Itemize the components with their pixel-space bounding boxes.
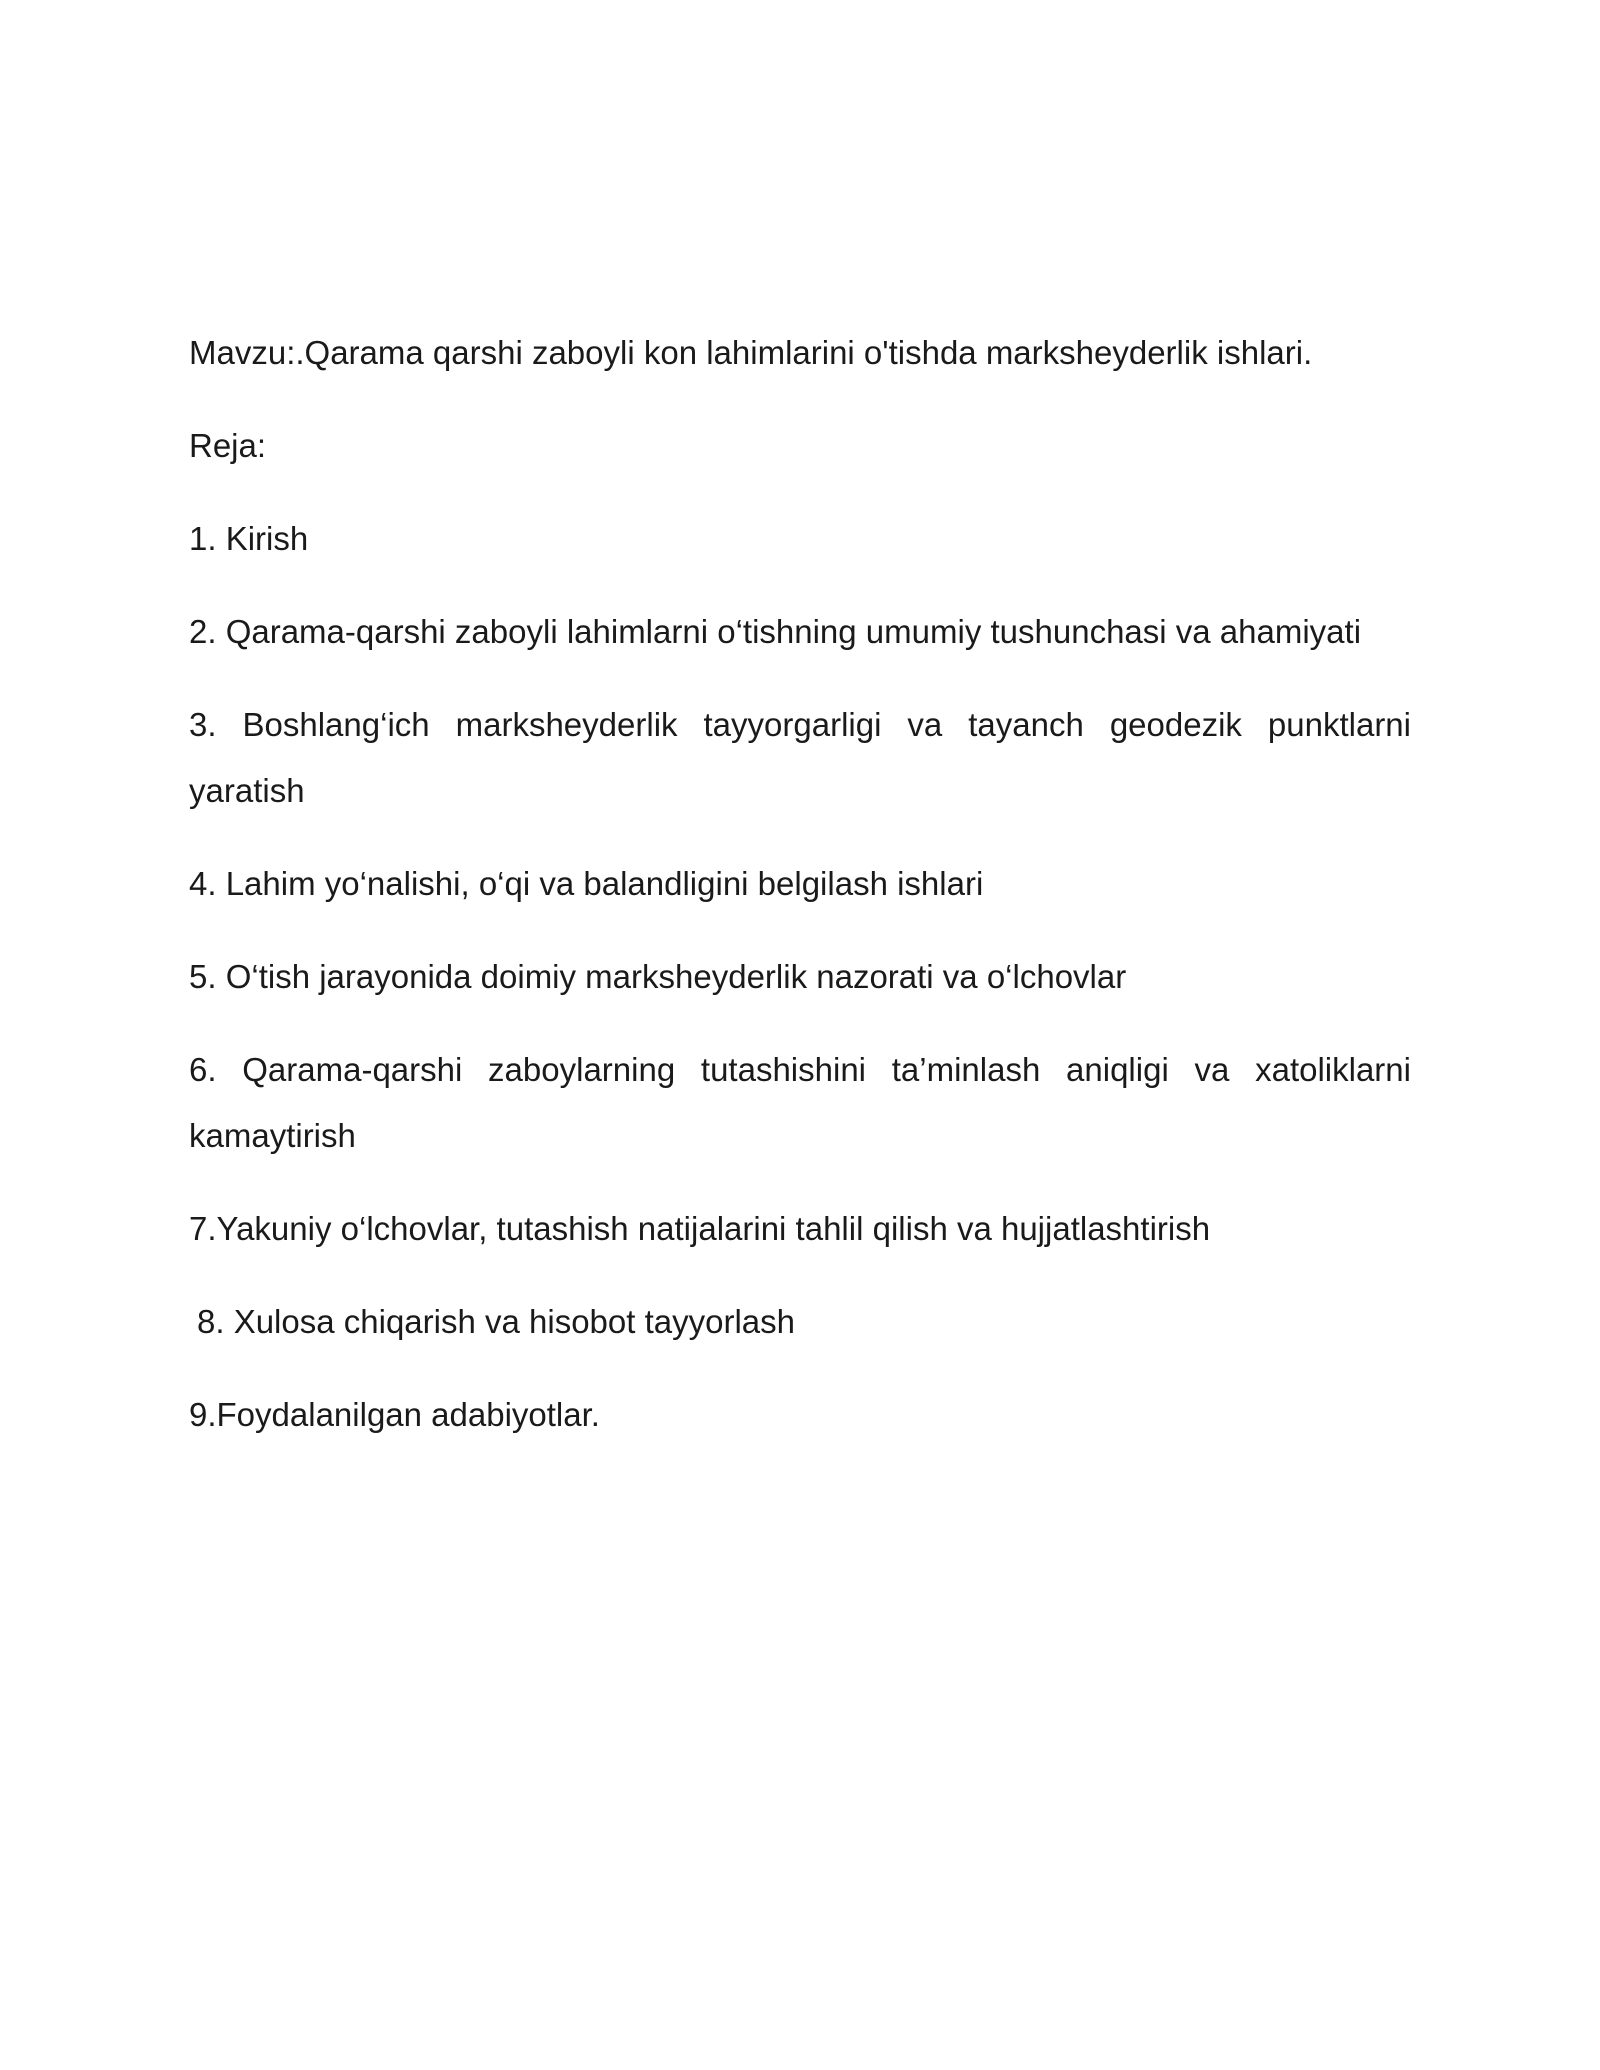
plan-item-9: 9.Foydalanilgan adabiyotlar.	[189, 1396, 600, 1433]
plan-item-7: 7.Yakuniy o‘lchovlar, tutashish natijalarini tahlil qilish va hujjatlashtirish	[189, 1210, 1211, 1247]
plan-item-6: 6. Qarama-qarshi zaboylarning tutashishini ta’minlash aniqligi va xatoliklarni kamaytirish	[189, 1051, 1411, 1154]
document-title: Mavzu:.Qarama qarshi zaboyli kon lahimlarini o'tishda marksheyderlik ishlari.	[189, 334, 1313, 371]
plan-item-4: 4. Lahim yo‘nalishi, o‘qi va balandligini belgilash ishlari	[189, 865, 984, 902]
plan-item-2: 2. Qarama-qarshi zaboyli lahimlarni o‘tishning umumiy tushunchasi va ahamiyati	[189, 613, 1362, 650]
plan-item-1: 1. Kirish	[189, 520, 309, 557]
document-body	[189, 320, 1411, 1475]
plan-item-3: 3. Boshlang‘ich marksheyderlik tayyorgarligi va tayanch geodezik punktlarni yaratish	[189, 706, 1411, 809]
plan-item-5: 5. O‘tish jarayonida doimiy marksheyderlik nazorati va o‘lchovlar	[189, 958, 1127, 995]
plan-heading: Reja:	[189, 427, 267, 464]
plan-item-8: 8. Xulosa chiqarish va hisobot tayyorlash	[197, 1303, 795, 1340]
